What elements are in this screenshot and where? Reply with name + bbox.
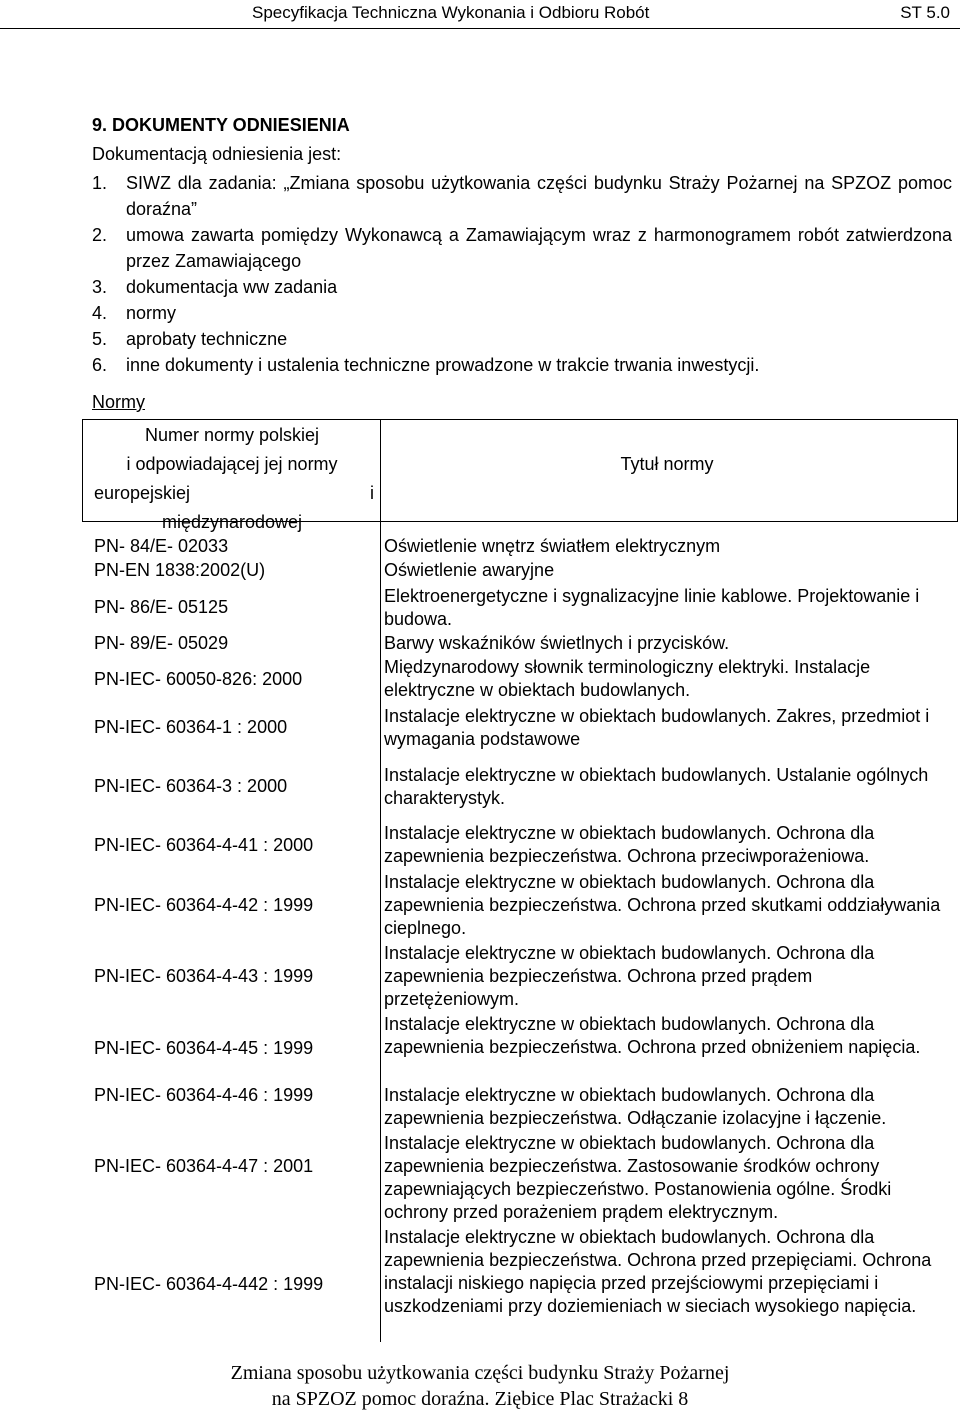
header-line-row — [82, 479, 382, 508]
table-border-top — [82, 419, 958, 420]
list-text: normy — [126, 303, 177, 323]
header-title: Specyfikacja Techniczna Wykonania i Odbioru Robót — [252, 3, 650, 22]
header-line: i — [370, 483, 374, 503]
list-number: 6. — [92, 355, 108, 375]
page-header — [0, 0, 960, 29]
header-line: europejskiej — [94, 483, 191, 503]
section-intro: Dokumentacją odniesienia jest: — [92, 144, 342, 164]
table-border-right — [957, 419, 958, 522]
norm-title: Oświetlenie wnętrz światłem elektrycznym — [384, 536, 721, 556]
list-text: inne dokumenty i ustalenia techniczne prowadzone w trakcie trwania inwestycji. — [126, 355, 760, 375]
norm-title: Instalacje elektryczne w obiektach budowlanych. Ochrona dla zapewnienia bezpieczeństwa. Zastosowanie środków ochrony zapewniających bezpieczeństwo. Postanowienia ogólne. Środki ochrony przed porażeniem prądem elektrycznym. — [384, 1133, 892, 1222]
list-text: SIWZ dla zadania: „Zmiana sposobu użytkowania części budynku Straży Pożarnej na SPZOZ pomoc doraźna” — [126, 173, 952, 219]
norm-title: Instalacje elektryczne w obiektach budowlanych. Zakres, przedmiot i wymagania podstawowe — [384, 706, 930, 749]
list-text: aprobaty techniczne — [126, 329, 288, 349]
list-text: umowa zawarta pomiędzy Wykonawcą a Zamawiającym wraz z harmonogramem robót zatwierdzona przez Zamawiającego — [126, 225, 952, 271]
table-column-divider — [380, 419, 381, 1342]
norm-title: Instalacje elektryczne w obiektach budowlanych. Ochrona dla zapewnienia bezpieczeństwa. Odłączanie izolacyjne i łączenie. — [384, 1085, 887, 1128]
list-number: 5. — [92, 329, 108, 349]
norm-code: PN-EN 1838:2002(U) — [94, 560, 266, 580]
list-item — [92, 170, 952, 222]
list-item — [92, 326, 952, 352]
norm-title: Instalacje elektryczne w obiektach budowlanych. Ochrona dla zapewnienia bezpieczeństwa. Ochrona przed skutkami oddziaływania cieplnego. — [384, 872, 941, 938]
norm-code: PN-IEC- 60364-3 : 2000 — [94, 776, 288, 796]
norm-title: Oświetlenie awaryjne — [384, 560, 555, 580]
norm-title: Instalacje elektryczne w obiektach budowlanych. Ochrona dla zapewnienia bezpieczeństwa. Ochrona przed obniżeniem napięcia. — [384, 1014, 921, 1057]
norm-code: PN-IEC- 60364-4-46 : 1999 — [94, 1085, 314, 1105]
list-item — [92, 300, 952, 326]
norm-code: PN- 89/E- 05029 — [94, 633, 229, 653]
list-number: 3. — [92, 277, 108, 297]
header-line: i odpowiadającej jej normy — [126, 454, 338, 474]
list-item — [92, 352, 952, 378]
norm-title: Elektroenergetyczne i sygnalizacyjne linie kablowe. Projektowanie i budowa. — [384, 586, 920, 629]
norm-code: PN-IEC- 60364-1 : 2000 — [94, 717, 288, 737]
list-item — [92, 222, 952, 274]
norm-code: PN-IEC- 60364-4-41 : 2000 — [94, 835, 314, 855]
table-header-title: Tytuł normy — [620, 454, 714, 474]
norm-title: Barwy wskaźników świetlnych i przycisków. — [384, 633, 730, 653]
normy-heading: Normy — [92, 392, 145, 412]
list-item — [92, 274, 952, 300]
list-text: dokumentacja ww zadania — [126, 277, 338, 297]
header-line: Numer normy polskiej — [144, 425, 320, 445]
norm-title: Instalacje elektryczne w obiektach budowlanych. Ochrona dla zapewnienia bezpieczeństwa. Ochrona przed przepięciami. Ochrona instalacji niskiego napięcia przed przejściowymi przepięciami i uszkodzeniami przy doziemieniach w sieciach wysokiego napięcia. — [384, 1227, 932, 1316]
table-header-number — [82, 421, 382, 537]
norm-code: PN-IEC- 60364-4-42 : 1999 — [94, 895, 314, 915]
norm-title: Instalacje elektryczne w obiektach budowlanych. Ustalanie ogólnych charakterystyk. — [384, 765, 929, 808]
norm-code: PN- 84/E- 02033 — [94, 536, 229, 556]
norm-code: PN-IEC- 60050-826: 2000 — [94, 669, 303, 689]
reference-list — [92, 170, 952, 378]
list-number: 1. — [92, 173, 108, 193]
list-number: 4. — [92, 303, 108, 323]
norm-title: Instalacje elektryczne w obiektach budowlanych. Ochrona dla zapewnienia bezpieczeństwa. Ochrona przed prądem przetężeniowym. — [384, 943, 875, 1009]
norm-code: PN-IEC- 60364-4-43 : 1999 — [94, 966, 314, 986]
header-line: międzynarodowej — [161, 512, 303, 532]
norm-code: PN-IEC- 60364-4-442 : 1999 — [94, 1274, 324, 1294]
footer-line2: na SPZOZ pomoc doraźna. Ziębice Plac Strażacki 8 — [271, 1388, 689, 1410]
norm-title: Międzynarodowy słownik terminologiczny elektryki. Instalacje elektryczne w obiektach budowlanych. — [384, 657, 871, 700]
norm-code: PN-IEC- 60364-4-45 : 1999 — [94, 1038, 314, 1058]
norm-code: PN-IEC- 60364-4-47 : 2001 — [94, 1156, 314, 1176]
list-number: 2. — [92, 225, 108, 245]
norm-code: PN- 86/E- 05125 — [94, 597, 229, 617]
footer-line1: Zmiana sposobu użytkowania części budynku Straży Pożarnej — [230, 1362, 730, 1384]
section-title: 9. DOKUMENTY ODNIESIENIA — [92, 115, 350, 135]
norm-title: Instalacje elektryczne w obiektach budowlanych. Ochrona dla zapewnienia bezpieczeństwa. Ochrona przeciwporażeniowa. — [384, 823, 875, 866]
header-code: ST 5.0 — [900, 3, 950, 22]
